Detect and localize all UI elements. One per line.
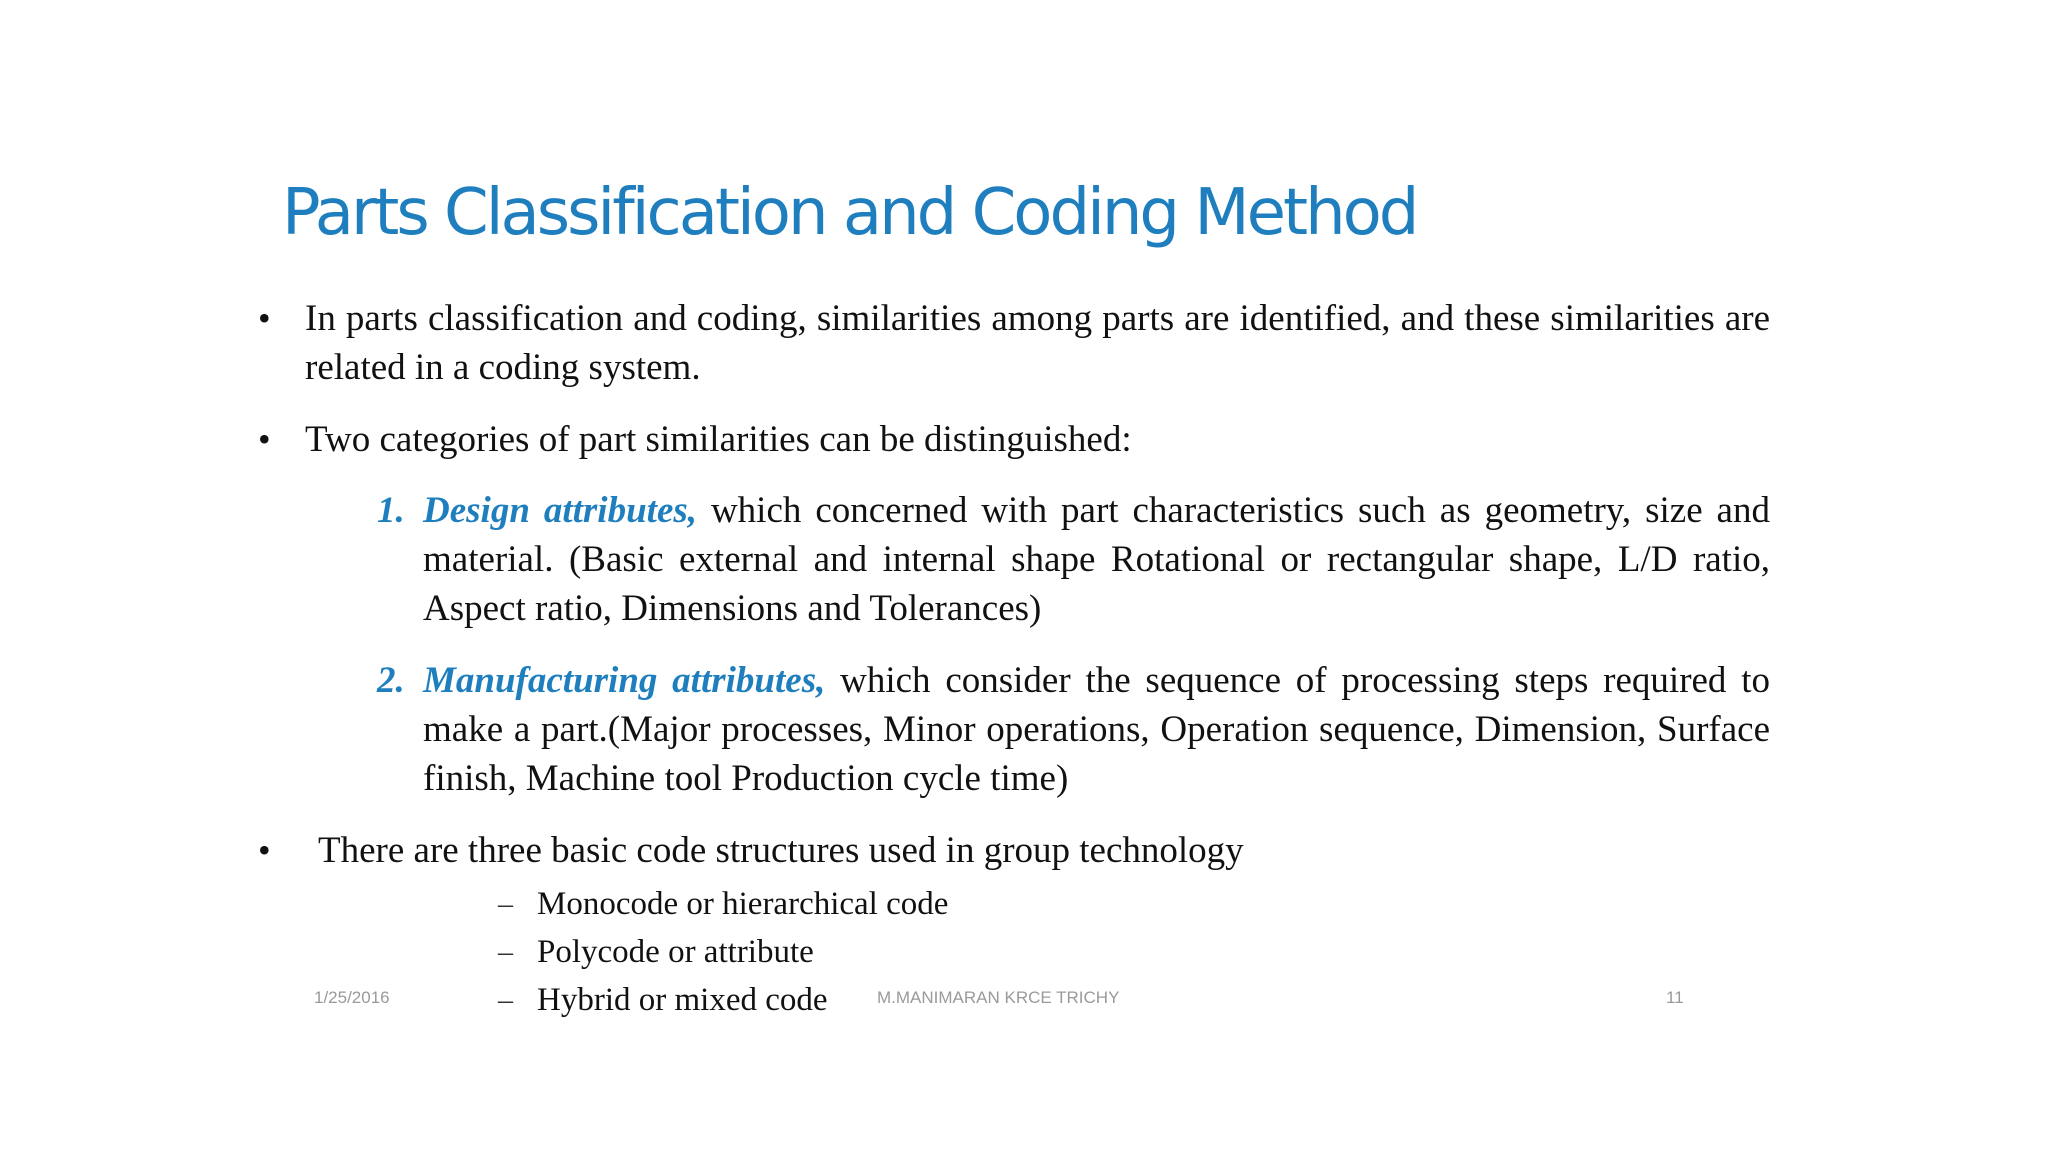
category-number: 1.	[377, 490, 405, 531]
bullet-item-classification: In parts classification and coding, similarities among parts are identified, and these similarities are related in a coding system.	[305, 298, 1770, 388]
category-item-manufacturing	[423, 656, 1770, 803]
bullet-item-code-structures: There are three basic code structures used in group technology	[318, 830, 1244, 871]
sub-item-marker: –	[498, 887, 513, 920]
footer-page-number: 11	[1666, 988, 1684, 1007]
sub-item-hybrid: Hybrid or mixed code	[537, 982, 828, 1018]
category-description: which concerned with part characteristics such as geometry, size and material. (Basic external and internal shape Rotational or rectangular shape, L/D ratio, Aspect ratio, Dimensions and Tolerances)	[423, 490, 1770, 629]
category-description: which consider the sequence of processing steps required to make a part.(Major processes, Minor operations, Operation sequence, Dimension, Surface finish, Machine tool Production cycle time)	[423, 660, 1770, 799]
bullet-marker: •	[258, 830, 271, 870]
bullet-item-categories: Two categories of part similarities can be distinguished:	[305, 419, 1132, 460]
category-term: Manufacturing attributes	[423, 660, 817, 701]
sub-item-marker: –	[498, 983, 513, 1016]
category-number: 2.	[377, 660, 405, 701]
category-item-design	[423, 486, 1770, 633]
slide-title: Parts Classification and Coding Method	[282, 176, 1417, 250]
sub-item-marker: –	[498, 935, 513, 968]
sub-item-polycode: Polycode or attribute	[537, 934, 814, 970]
category-term-punct: ,	[687, 490, 698, 531]
footer-date: 1/25/2016	[314, 988, 390, 1007]
sub-item-monocode: Monocode or hierarchical code	[537, 886, 949, 922]
bullet-marker: •	[258, 419, 271, 459]
category-term: Design attributes	[423, 490, 688, 531]
category-term-punct: ,	[816, 660, 826, 701]
bullet-marker: •	[258, 298, 271, 338]
footer-author: M.MANIMARAN KRCE TRICHY	[877, 988, 1120, 1007]
